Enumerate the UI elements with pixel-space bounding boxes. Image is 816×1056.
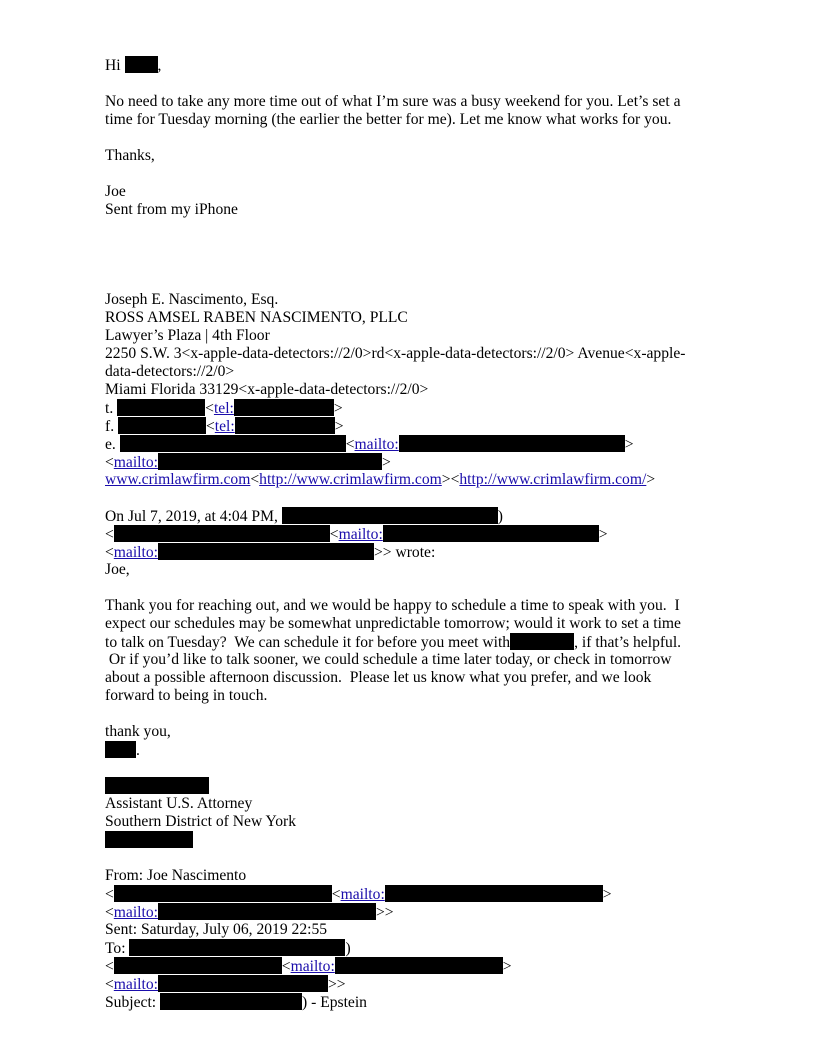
bracket: > [441, 471, 451, 488]
redaction [510, 633, 574, 650]
mailto-link[interactable]: mailto: [354, 436, 399, 453]
bracket: < [450, 471, 460, 488]
bracket: < [105, 976, 114, 993]
mailto-link[interactable]: mailto: [113, 544, 158, 561]
signer-name-line [105, 777, 209, 796]
redaction [399, 435, 625, 452]
quote-date: On Jul 7, 2019, at 4:04 PM, [105, 508, 278, 525]
bracket: < [345, 436, 355, 453]
redaction [105, 777, 209, 794]
signer-title: Assistant U.S. Attorney [105, 795, 253, 812]
sent-from: Sent from my iPhone [105, 201, 238, 218]
mailto-link[interactable]: mailto: [113, 454, 158, 471]
sig-email-line [105, 435, 634, 454]
sig-firm: ROSS AMSEL RABEN NASCIMENTO, PLLC [105, 309, 408, 326]
redaction [385, 885, 603, 902]
bracket: > [334, 418, 344, 435]
bracket: < [329, 526, 339, 543]
tel-link[interactable]: tel: [214, 418, 235, 435]
sig-email-line-2 [105, 453, 391, 472]
bracket: < [281, 958, 291, 975]
redaction [125, 56, 158, 73]
header-from-address-2 [105, 903, 394, 922]
sig-fax-line [105, 417, 344, 436]
header-to-address [105, 957, 512, 976]
redaction [158, 453, 382, 470]
reply-name: Joe [105, 183, 126, 200]
bracket: > [602, 886, 612, 903]
quote-sender-line-2 [105, 543, 435, 562]
redaction [158, 543, 374, 560]
website-http-slash-link[interactable]: http://www.crimlawfirm.com/ [459, 471, 647, 488]
quote-body-3b: , if that’s helpful. [574, 634, 682, 651]
mailto-link[interactable]: mailto: [113, 904, 158, 921]
bracket: > [646, 471, 656, 488]
bracket: > [598, 526, 608, 543]
mailto-link[interactable]: mailto: [340, 886, 385, 903]
header-from-address [105, 885, 612, 904]
redaction [234, 399, 334, 416]
sig-city: Miami Florida 33129<x-apple-data-detectors://2/0> [105, 381, 429, 398]
redaction [120, 435, 346, 452]
bracket: < [105, 886, 114, 903]
reply-thanks: Thanks, [105, 147, 155, 164]
bracket: < [105, 526, 114, 543]
mailto-link[interactable]: mailto: [113, 976, 158, 993]
quote-body-1: Thank you for reaching out, and we would be happy to schedule a time to speak with you. I [105, 597, 680, 614]
quote-body-5: about a possible afternoon discussion. Please let us know what you prefer, and we look [105, 669, 652, 686]
bracket: >> [375, 904, 394, 921]
header-subject [105, 993, 367, 1012]
greeting-text: Hi [105, 57, 121, 74]
bracket: > [624, 436, 634, 453]
paren: ) [345, 940, 351, 957]
redaction [160, 993, 302, 1010]
sig-phone-line [105, 399, 343, 418]
bracket: < [205, 400, 214, 417]
header-from: From: Joe Nascimento [105, 867, 247, 884]
phone-prefix: t. [105, 400, 114, 417]
bracket: < [206, 418, 215, 435]
redaction [383, 525, 599, 542]
redaction [114, 885, 332, 902]
quote-body-6: forward to being in touch. [105, 687, 268, 704]
sig-name: Joseph E. Nascimento, Esq. [105, 291, 279, 308]
redaction [235, 417, 335, 434]
sig-address-2: data-detectors://2/0> [105, 363, 235, 380]
subject-label: Subject: [105, 994, 157, 1011]
subject-text: ) - Epstein [302, 994, 367, 1011]
wrote-text: >> wrote: [373, 544, 436, 561]
redaction [282, 507, 498, 524]
email-prefix: e. [105, 436, 116, 453]
redaction [118, 417, 206, 434]
bracket: > [381, 454, 391, 471]
quote-thank-you: thank you, [105, 723, 171, 740]
bracket: >> [327, 976, 346, 993]
sig-address-1: 2250 S.W. 3<x-apple-data-detectors://2/0>rd<x-apple-data-detectors://2/0> Avenue<x-apple- [105, 345, 686, 362]
reply-line-2: time for Tuesday morning (the earlier the better for me). Let me know what works for you. [105, 111, 672, 128]
signer-district: Southern District of New York [105, 813, 297, 830]
greeting-comma: , [157, 57, 162, 74]
bracket: < [105, 904, 114, 921]
bracket: < [331, 886, 341, 903]
reply-line-1: No need to take any more time out of what I’m sure was a busy weekend for you. Let’s set a [105, 93, 681, 110]
mailto-link[interactable]: mailto: [290, 958, 335, 975]
quote-body-2: expect our schedules may be somewhat unpredictable tomorrow; would it work to set a time [105, 615, 681, 632]
quote-body-3a: to talk on Tuesday? We can schedule it for before you meet with [105, 634, 511, 651]
redaction [105, 831, 193, 848]
redaction [158, 975, 328, 992]
bracket: > [502, 958, 512, 975]
quote-signer-line [105, 741, 140, 760]
website-http-link[interactable]: http://www.crimlawfirm.com [259, 471, 442, 488]
quote-sender-line [105, 525, 608, 544]
bracket: < [105, 454, 114, 471]
sig-website-line [105, 471, 655, 489]
signer-phone-line [105, 831, 193, 850]
bracket: < [250, 471, 260, 488]
tel-link[interactable]: tel: [213, 400, 234, 417]
quote-body-4: Or if you’d like to talk sooner, we could schedule a time later today, or check in tomorrow [105, 651, 672, 668]
bracket: > [333, 400, 343, 417]
header-sent: Sent: Saturday, July 06, 2019 22:55 [105, 921, 328, 938]
header-to [105, 939, 351, 958]
redaction [105, 741, 136, 758]
fax-prefix: f. [105, 418, 115, 435]
quote-attribution-line [105, 507, 503, 526]
redaction [117, 399, 205, 416]
sig-plaza: Lawyer’s Plaza | 4th Floor [105, 327, 270, 344]
greeting-line [105, 56, 161, 75]
quote-body-3 [105, 633, 681, 652]
paren: ) [497, 508, 503, 525]
redaction [158, 903, 376, 920]
period: . [136, 742, 140, 759]
redaction [335, 957, 503, 974]
mailto-link[interactable]: mailto: [338, 526, 383, 543]
header-to-address-2 [105, 975, 346, 994]
redaction [114, 525, 330, 542]
quote-salutation: Joe, [105, 561, 130, 578]
website-link[interactable]: www.crimlawfirm.com [105, 471, 251, 488]
bracket: < [105, 544, 114, 561]
redaction [114, 957, 282, 974]
to-label: To: [105, 940, 126, 957]
redaction [129, 939, 345, 956]
bracket: < [105, 958, 114, 975]
